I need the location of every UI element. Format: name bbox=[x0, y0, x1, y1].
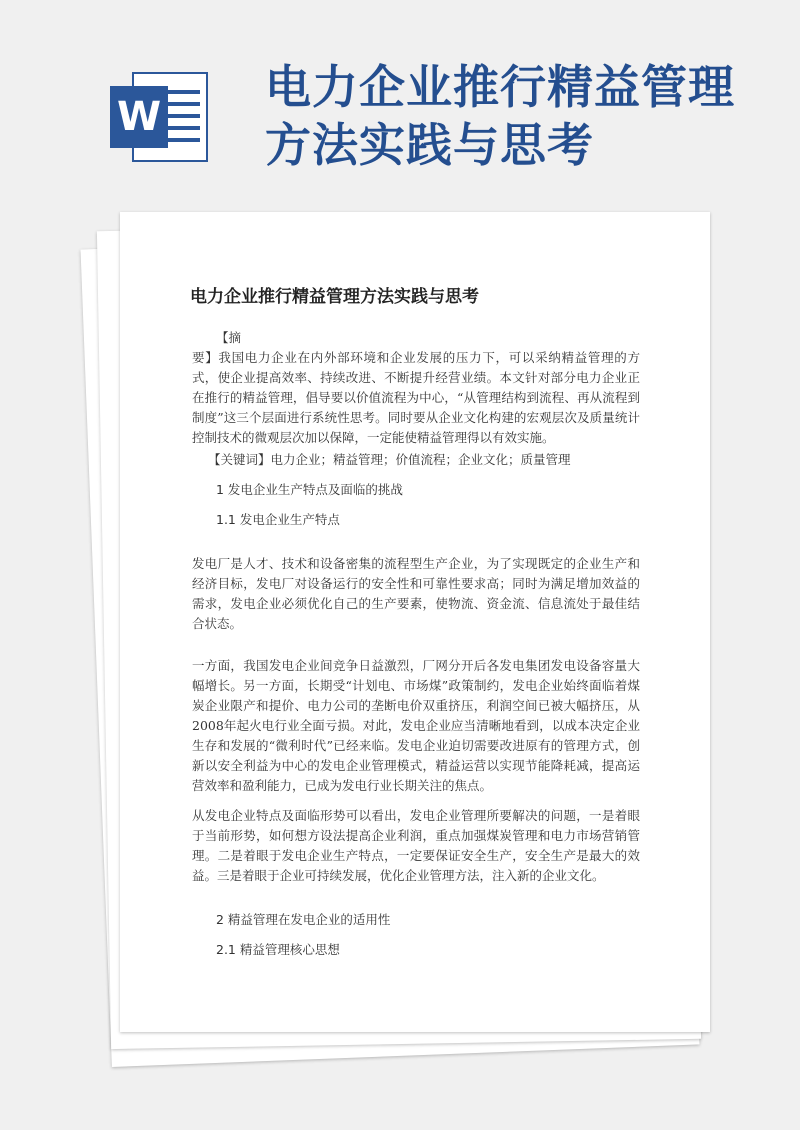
paragraph-1: 发电厂是人才、技术和设备密集的流程型生产企业，为了实现既定的企业生产和经济目标，发电厂对设备运行的安全性和可靠性要求高；同时为满足增加效益的需求，发电企业必须优化自己的生产要素，使物流、资金流、信息流处于最佳结合状态。 bbox=[192, 556, 640, 631]
paragraph-2: 一方面，我国发电企业间竞争日益激烈，厂网分开后各发电集团发电设备容量大幅增长。另一方面，长期受“计划电、市场煤”政策制约，发电企业始终面临着煤炭企业限产和提价、电力公司的垄断电价双重挤压，利润空间已被大幅挤压，从2008年起火电行业全面亏损。对此，发电企业应当清晰地看到，以成本决定企业生存和发展的“微利时代”已经来临。发电企业迫切需要改进原有的管理方式，创新以安全利益为中心的发电企业管理模式，精益运营以实现节能降耗减，提高运营效率和盈利能力，已成为发电行业长期关注的焦点。 bbox=[192, 658, 640, 793]
heading-1: 1 发电企业生产特点及面临的挑战 bbox=[216, 482, 403, 497]
word-logo-letter: W bbox=[110, 86, 168, 148]
paragraph-3: 从发电企业特点及面临形势可以看出，发电企业管理所要解决的问题，一是着眼于当前形势，如何想方设法提高企业利润，重点加强煤炭管理和电力市场营销管理。二是着眼于发电企业生产特点，一定要保证安全生产，安全生产是最大的效益。三是着眼于企业可持续发展，优化企业管理方法，注入新的企业文化。 bbox=[192, 808, 640, 883]
abstract-label: 【摘 bbox=[216, 330, 242, 345]
abstract-body: 要】我国电力企业在内外部环境和企业发展的压力下，可以采纳精益管理的方式，使企业提高效率、持续改进、不断提升经营业绩。本文针对部分电力企业正在推行的精益管理，倡导要以价值流程为中心，“从管理结构到流程、再从流程到制度”这三个层面进行系统性思考。同时要从企业文化构建的宏观层次及质量统计控制技术的微观层次加以保障，一定能使精益管理得以有效实施。 bbox=[192, 350, 640, 445]
banner-title: 电力企业推行精益管理方法实践与思考 bbox=[265, 60, 735, 172]
heading-2: 2 精益管理在发电企业的适用性 bbox=[216, 912, 391, 927]
heading-1-1: 1.1 发电企业生产特点 bbox=[216, 512, 340, 527]
keywords-line: 【关键词】电力企业；精益管理；价值流程；企业文化；质量管理 bbox=[208, 452, 571, 467]
heading-2-1: 2.1 精益管理核心思想 bbox=[216, 942, 340, 957]
word-document-icon bbox=[110, 72, 210, 162]
document-title: 电力企业推行精益管理方法实践与思考 bbox=[190, 287, 479, 307]
